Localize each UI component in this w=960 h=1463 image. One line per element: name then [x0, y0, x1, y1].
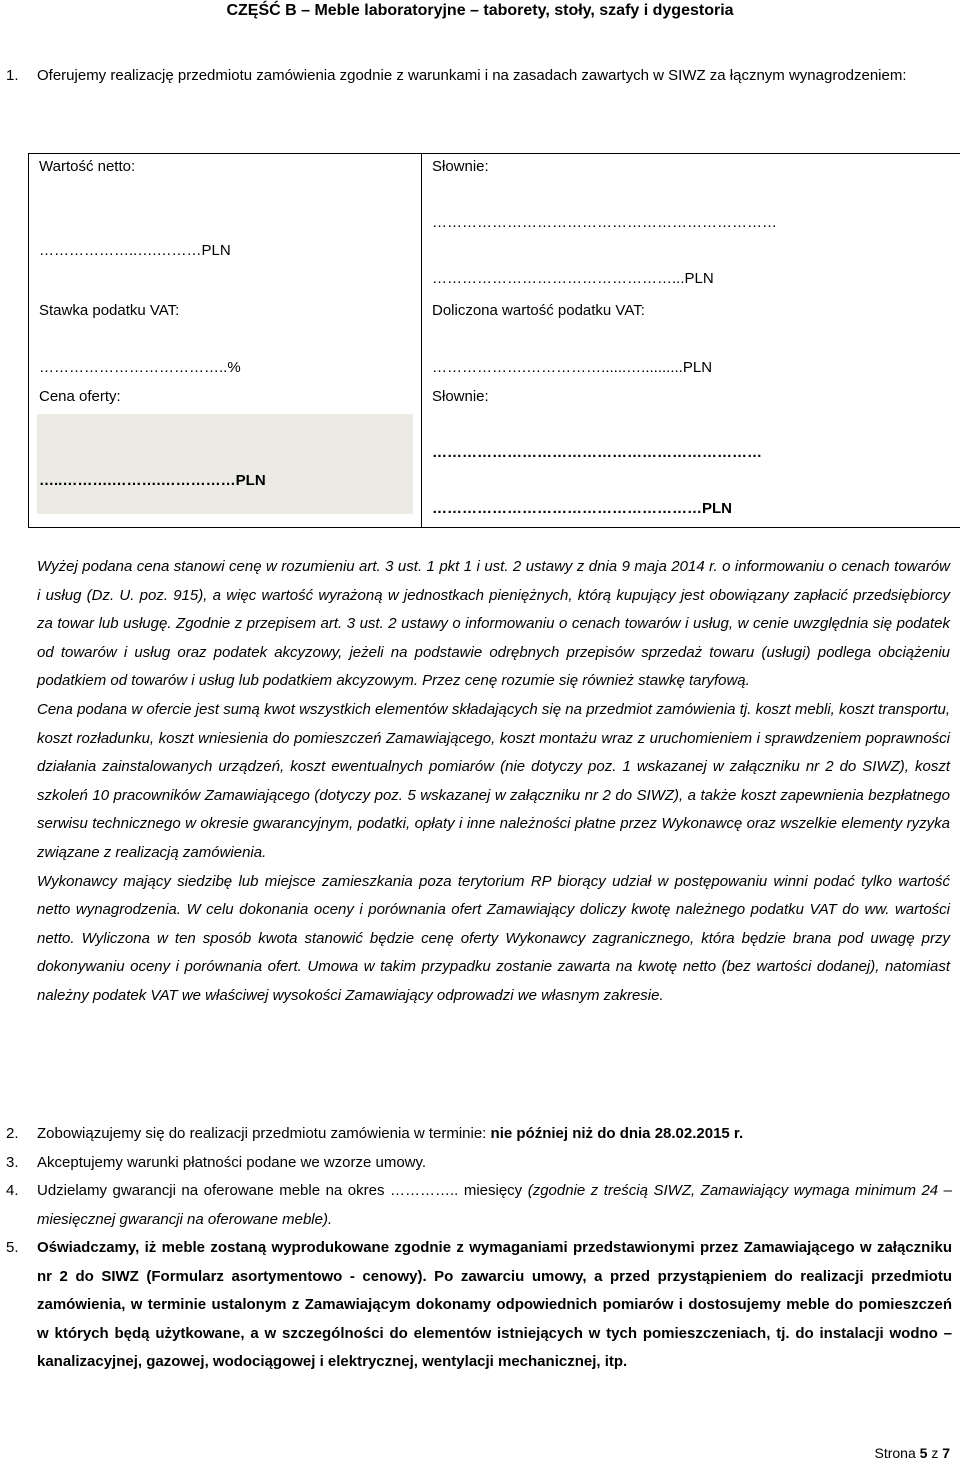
item-1: [0, 62, 952, 91]
vat-amount-field[interactable]: ……………….……………......…..........PLN: [432, 359, 713, 376]
price-in-words-line[interactable]: …………………………………………………………: [432, 444, 762, 461]
vat-rate-field[interactable]: ………………………………..%: [39, 359, 241, 376]
footer-prefix: Strona: [874, 1445, 916, 1461]
amount-in-words-pln[interactable]: …………………………………………...PLN: [432, 270, 714, 287]
item-number: 2.: [6, 1125, 19, 1142]
offer-price-label: Cena oferty:: [39, 388, 121, 405]
item-number: 1.: [6, 67, 19, 84]
price-in-words-pln[interactable]: ………………………………………………PLN: [432, 500, 732, 517]
item-2-deadline: nie później niż do dnia 28.02.2015 r.: [490, 1125, 744, 1142]
explanation-paragraph: Cena podana w ofercie jest sumą kwot wszystkich elementów składających się na przedmiot zamówienia tj. koszt mebli, koszt transportu, koszt rozładunku, koszt wniesienia do pomieszczeń Zamawiającego, koszt montażu wraz z uruchomieniem i sprawdzeniem poprawności działania zainstalowanych urządzeń, koszt ewentualnych pomiarów (nie dotyczy poz. 1 wskazanej w załączniku nr 2 do SIWZ), koszt szkoleń 10 pracowników Zamawiającego (dotyczy poz. 5 wskazanej w załączniku nr 2 do SIWZ), a także koszt zapewnienia bezpłatnego serwisu technicznego w okresie gwarancyjnym, podatki, opłaty i inne należności płatne przez Wykonawcę oraz wszelkie elementy ryzyka związane z realizacją zamówienia.: [37, 700, 950, 861]
item-text: Oświadczamy, iż meble zostaną wyprodukowane zgodnie z wymaganiami przedstawionymi przez Zamawiającego w załączniku nr 2 do SIWZ (Formularz asortymentowo - cenowy). Po zawarciu umowy, a przed przystąpieniem do realizacji przedmiotu zamówienia, w terminie ustalonym z Zamawiającym dokonamy odpowiednich pomiarów i dostosujemy meble do pomieszczeń w których będą użytkowane, a w szczególności do elementów istniejących w tych pomieszczeniach, tj. do instalacji wodno – kanalizacyjnej, gazowej, wodociągowej i elektrycznej, wentylacji mechanicznej, itp.: [37, 1239, 952, 1370]
footer-sep: z: [931, 1445, 939, 1461]
item-2: [0, 1120, 952, 1149]
item-5: [0, 1234, 952, 1377]
item-3: [0, 1149, 952, 1178]
explanation-paragraph: Wykonawcy mający siedzibę lub miejsce zamieszkania poza terytorium RP biorący udział w postępowaniu winni podać tylko wartość netto wynagrodzenia. W celu dokonania oceny i porównania ofert Zamawiający doliczy kwotę należnego podatku VAT do ww. wartości netto. Wyliczona w ten sposób kwota stanowić będzie cenę oferty Wykonawcy zagranicznego, która będzie brana pod uwagę przy dokonywaniu oceny i porównania ofert. Umowa w takim przypadku zostanie zawarta na kwotę netto (bez wartości dodanej), natomiast należny podatek VAT we właściwej wysokości Zamawiający odprowadzi we własnym zakresie.: [37, 872, 950, 1004]
explanation-paragraph: Wyżej podana cena stanowi cenę w rozumieniu art. 3 ust. 1 pkt 1 i ust. 2 ustawy z dnia 9 maja 2014 r. o informowaniu o cenach towarów i usług (Dz. U. poz. 915), a więc wartość wyrażoną w jednostkach pieniężnych, którą kupujący jest obowiązany zapłacić przedsiębiorcy za towar lub usługę. Zgodnie z przepisem art. 3 ust. 2 ustawy o informowaniu o cenach towarów i usług, w cenie uwzględnia się podatek od towarów i usług oraz podatek akcyzowy, jeżeli na podstawie odrębnych przepisów sprzedaż towaru (usługi) podlega obciążeniu podatkiem od towarów i usług lub podatkiem akcyzowym. Przez cenę rozumie się również stawkę taryfową.: [37, 558, 950, 690]
form-left-column: [29, 154, 422, 528]
page-header: CZĘŚĆ B – Meble laboratoryjne – taborety, stoły, szafy i dygestoria: [226, 2, 734, 19]
item-number: 4.: [6, 1182, 19, 1199]
page-footer: [874, 1445, 950, 1461]
offer-price-field[interactable]: …..……….……….……………PLN: [39, 472, 266, 489]
amount-in-words-line[interactable]: ……………………………………………………………: [432, 214, 777, 231]
offer-price-shaded-box: [37, 414, 413, 514]
item-text: [37, 1177, 952, 1234]
vat-rate-label: Stawka podatku VAT:: [39, 302, 180, 319]
item-number: 5.: [6, 1239, 19, 1256]
item-text: Akceptujemy warunki płatności podane we wzorze umowy.: [37, 1154, 427, 1171]
item-4-text: Udzielamy gwarancji na oferowane meble na okres ………….. miesięcy: [37, 1182, 523, 1199]
item-4: [0, 1177, 952, 1234]
offer-price-form: [28, 153, 960, 528]
net-value-field[interactable]: ………………..….………PLN: [39, 242, 231, 259]
net-value-label: Wartość netto:: [39, 158, 136, 175]
item-4-note: (zgodnie z treścią SIWZ, Zamawiający wymaga minimum 24 – miesięcznej gwarancji na oferowane meble).: [37, 1182, 953, 1228]
price-in-words-label: Słownie:: [432, 388, 489, 405]
price-explanation: [37, 553, 950, 1011]
item-text: Oferujemy realizację przedmiotu zamówienia zgodnie z warunkami i na zasadach zawartych w SIWZ za łącznym wynagrodzeniem:: [37, 67, 907, 84]
amount-in-words-label: Słownie:: [432, 158, 489, 175]
footer-page: 5: [919, 1445, 928, 1461]
form-right-column: [422, 154, 960, 528]
item-number: 3.: [6, 1154, 19, 1171]
item-2-text: Zobowiązujemy się do realizacji przedmiotu zamówienia w terminie:: [37, 1125, 487, 1142]
item-text: [37, 1120, 952, 1149]
footer-total: 7: [942, 1445, 950, 1461]
vat-amount-label: Doliczona wartość podatku VAT:: [432, 302, 645, 319]
